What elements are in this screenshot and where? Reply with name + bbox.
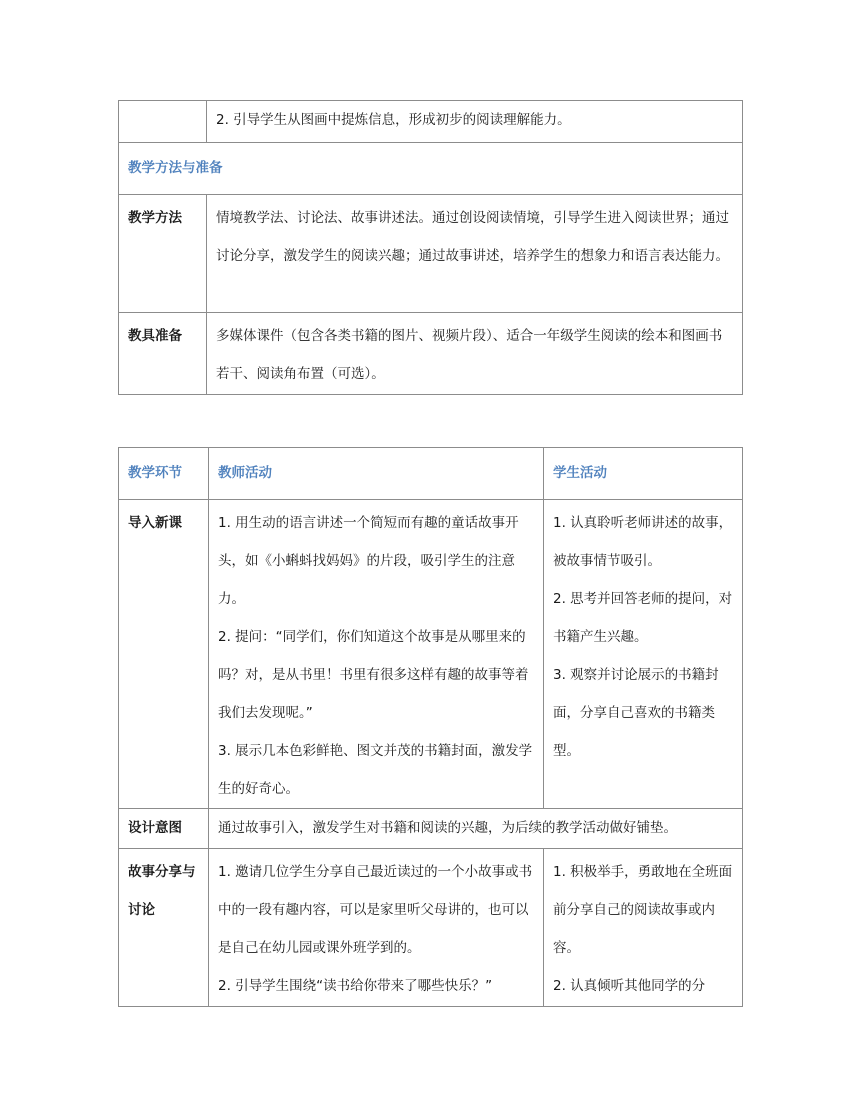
intro-student-item: 2. 思考并回答老师的提问，对书籍产生兴趣。 (553, 591, 733, 645)
share-teacher-item: 2. 引导学生围绕“读书给你带来了哪些快乐？” (218, 978, 493, 994)
design-text: 通过故事引入，激发学生对书籍和阅读的兴趣，为后续的教学活动做好铺垫。 (209, 809, 743, 849)
goal-label-cell (119, 101, 207, 143)
goal-text: 2. 引导学生从图画中提炼信息，形成初步的阅读理解能力。 (207, 101, 743, 143)
share-teacher-item: 1. 邀请几位学生分享自己最近读过的一个小故事或书中的一段有趣内容，可以是家里听父母讲的，也可以是自己在幼儿园或课外班学到的。 (218, 864, 533, 956)
design-label: 设计意图 (119, 809, 209, 849)
intro-student-cell (544, 500, 743, 809)
header-stage: 教学环节 (119, 448, 209, 500)
section-heading: 教学方法与准备 (119, 143, 743, 195)
share-student-cell (544, 849, 743, 1007)
intro-teacher-cell (209, 500, 544, 809)
intro-student-item: 1. 认真聆听老师讲述的故事，被故事情节吸引。 (553, 515, 733, 569)
materials-label: 教具准备 (119, 313, 207, 395)
intro-teacher-item: 3. 展示几本色彩鲜艳、图文并茂的书籍封面，激发学生的好奇心。 (218, 743, 533, 797)
header-teacher: 教师活动 (209, 448, 544, 500)
methods-row (119, 195, 743, 313)
intro-label: 导入新课 (119, 500, 209, 809)
design-row (119, 809, 743, 849)
teaching-prep-table (118, 100, 743, 395)
materials-row (119, 313, 743, 395)
section-heading-row (119, 143, 743, 195)
intro-teacher-item: 2. 提问：“同学们，你们知道这个故事是从哪里来的吗？对，是从书里！书里有很多这样有趣的故事等着我们去发现呢。” (218, 629, 529, 721)
methods-label: 教学方法 (119, 195, 207, 313)
intro-row (119, 500, 743, 809)
share-teacher-cell (209, 849, 544, 1007)
materials-text: 多媒体课件（包含各类书籍的图片、视频片段）、适合一年级学生阅读的绘本和图画书若干、阅读角布置（可选）。 (207, 313, 743, 395)
intro-teacher-item: 1. 用生动的语言讲述一个简短而有趣的童话故事开头，如《小蝌蚪找妈妈》的片段，吸引学生的注意力。 (218, 515, 519, 607)
share-student-item: 2. 认真倾听其他同学的分 (553, 978, 706, 994)
share-row (119, 849, 743, 1007)
methods-text: 情境教学法、讨论法、故事讲述法。通过创设阅读情境，引导学生进入阅读世界；通过讨论分享，激发学生的阅读兴趣；通过故事讲述，培养学生的想象力和语言表达能力。 (207, 195, 743, 313)
teaching-process-table (118, 447, 743, 1007)
intro-student-item: 3. 观察并讨论展示的书籍封面，分享自己喜欢的书籍类型。 (553, 667, 719, 759)
header-row (119, 448, 743, 500)
goal-row (119, 101, 743, 143)
share-student-item: 1. 积极举手，勇敢地在全班面前分享自己的阅读故事或内容。 (553, 864, 733, 956)
header-student: 学生活动 (544, 448, 743, 500)
share-label: 故事分享与讨论 (119, 849, 209, 1007)
